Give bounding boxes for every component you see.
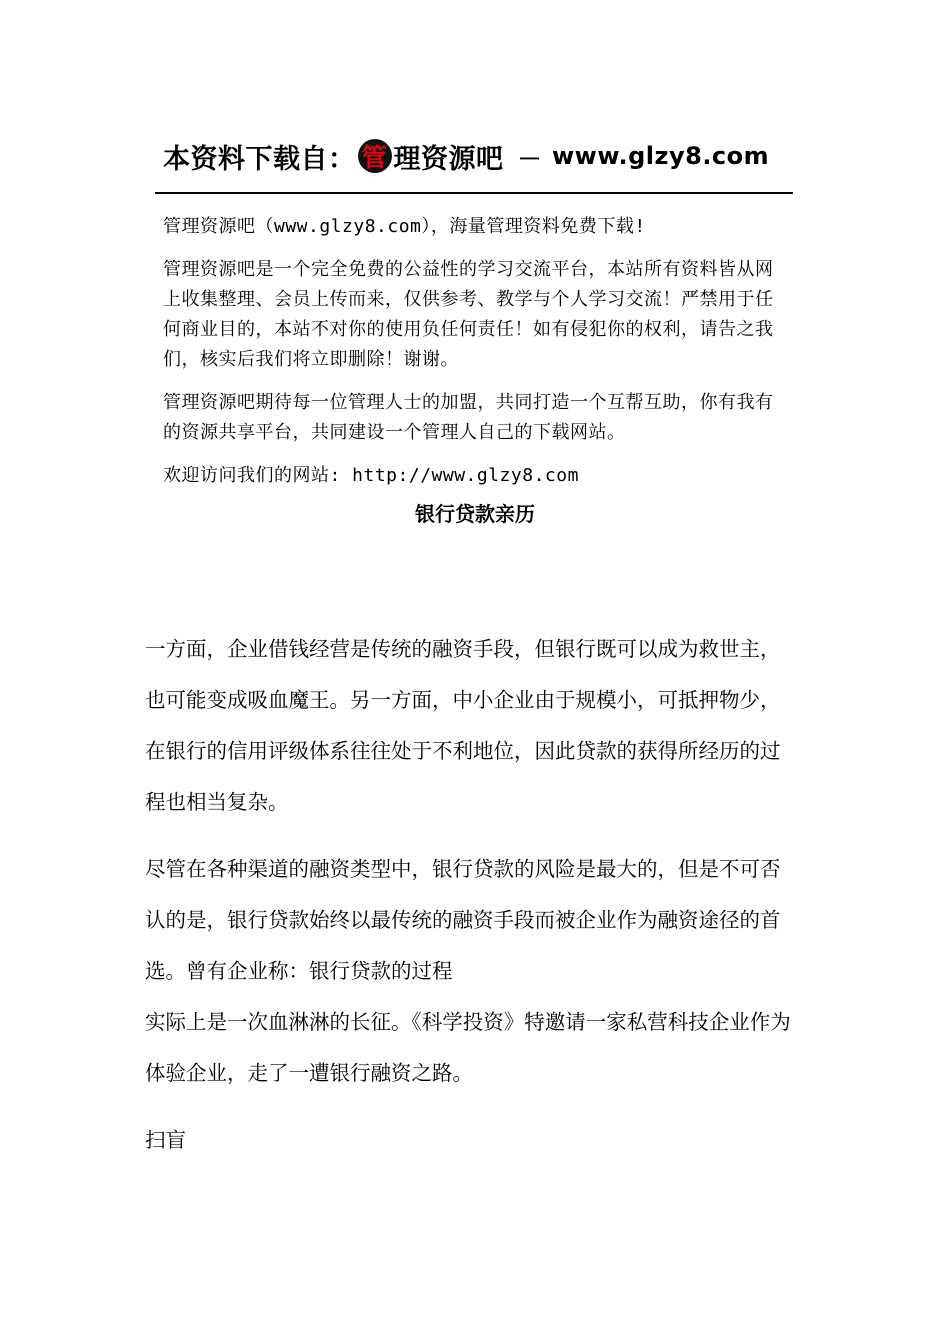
body-paragraph: 一方面，企业借钱经营是传统的融资手段，但银行既可以成为救世主，也可能变成吸血魔王。另一方面，中小企业由于规模小，可抵押物少，在银行的信用评级体系往往处于不利地位，因此贷款的获得所经历的过程也相当复杂。 [145, 637, 781, 814]
body-paragraph: 尽管在各种渠道的融资类型中，银行贷款的风险是最大的，但是不可否认的是，银行贷款始终以最传统的融资手段而被企业作为融资途径的首选。曾有企业称：银行贷款的过程 [145, 857, 781, 983]
banner-paragraph: 管理资源吧期待每一位管理人士的加盟，共同打造一个互帮互助，你有我有的资源共享平台，共同建设一个管理人自己的下载网站。 [163, 392, 774, 443]
banner-divider [155, 192, 793, 194]
section-heading: 扫盲 [145, 1128, 186, 1152]
banner-paragraph: 欢迎访问我们的网站: http://www.glzy8.com [163, 465, 579, 486]
banner-paragraph: 管理资源吧（www.glzy8.com），海量管理资料免费下载! [163, 216, 646, 237]
download-banner [155, 128, 795, 504]
paragraph-gap [145, 828, 795, 844]
site-logo: 管 [358, 139, 392, 173]
banner-dash: － [517, 144, 542, 173]
document-title: 银行贷款亲历 [415, 502, 535, 526]
banner-notice [163, 212, 791, 491]
banner-prefix: 本资料下载自： [163, 143, 356, 175]
body-paragraph: 实际上是一次血淋淋的长征。《科学投资》特邀请一家私营科技企业作为体验企业，走了一遭银行融资之路。 [145, 1010, 791, 1085]
banner-brand: 理资源吧 [393, 143, 504, 175]
paragraph-gap [145, 1099, 795, 1115]
banner-header [155, 128, 795, 184]
document-body [145, 624, 795, 1166]
banner-paragraph: 管理资源吧是一个完全免费的公益性的学习交流平台，本站所有资料皆从网上收集整理、会员上传而来，仅供参考、教学与个人学习交流！严禁用于任何商业目的，本站不对你的使用负任何责任！如有侵犯你的权利，请告之我们，核实后我们将立即删除！谢谢。 [163, 259, 774, 370]
banner-url[interactable]: www.glzy8.com [552, 142, 770, 170]
